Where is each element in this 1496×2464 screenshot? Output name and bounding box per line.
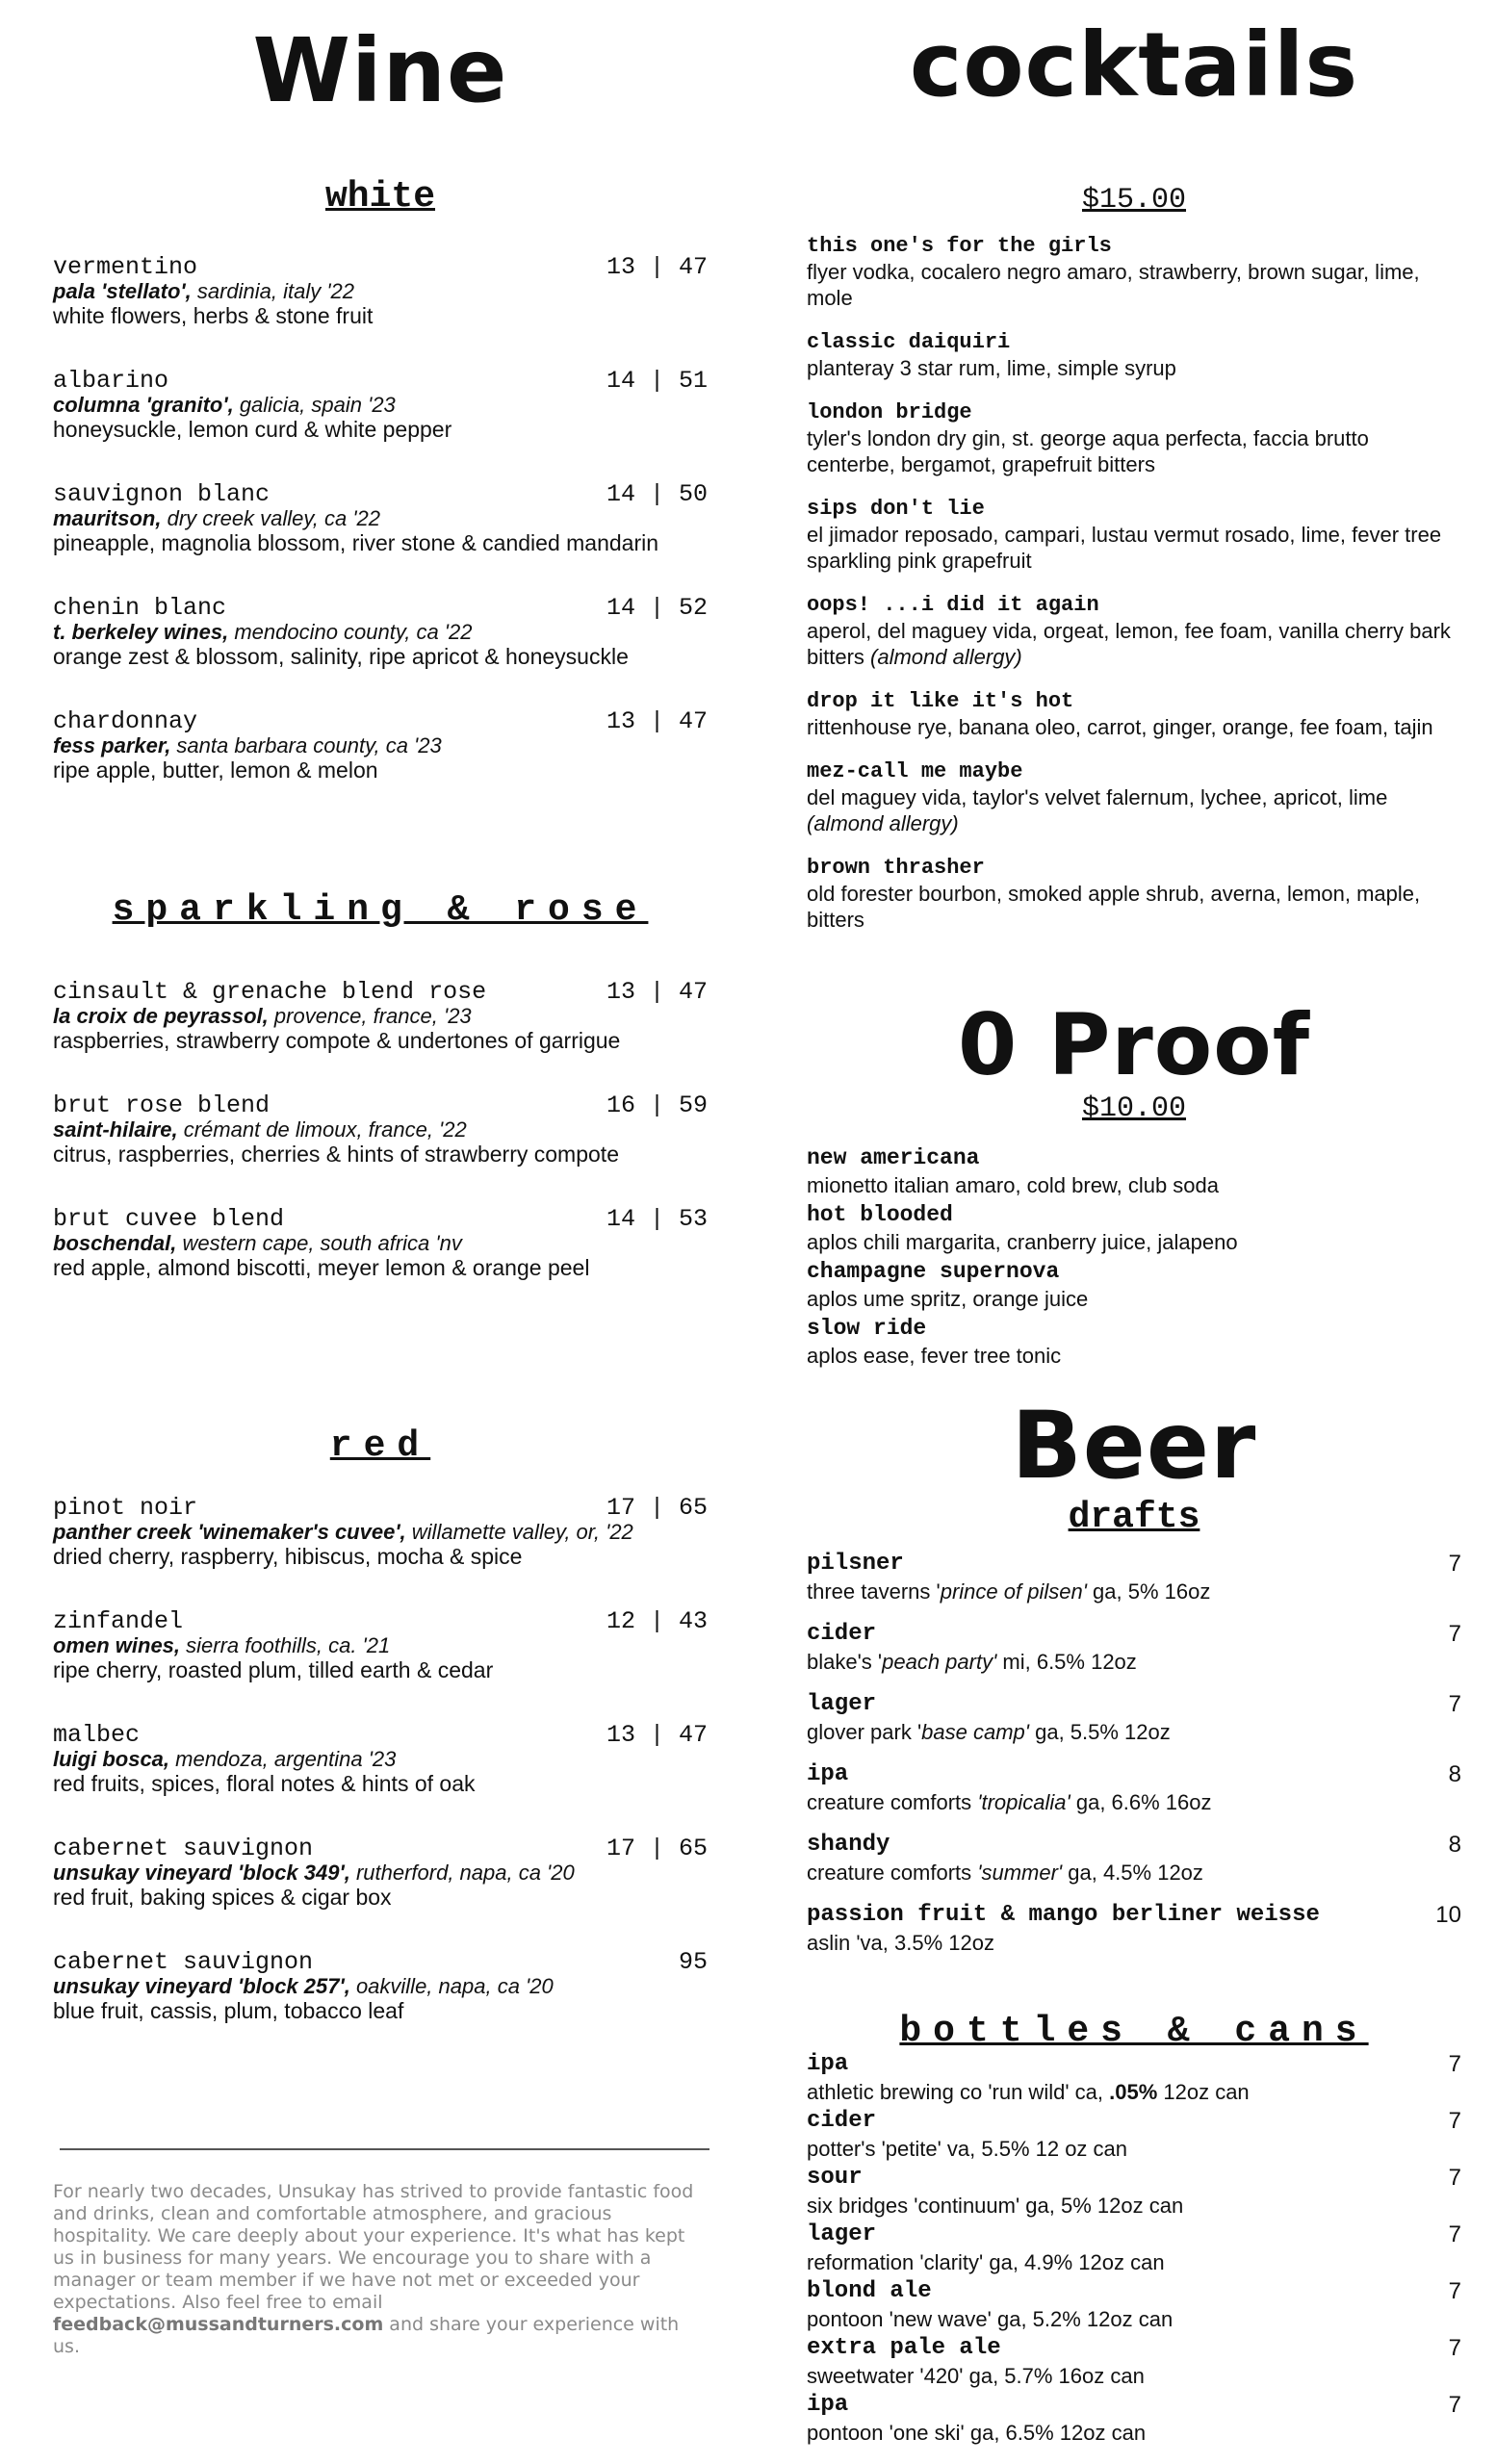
cocktail-description bbox=[807, 522, 1461, 574]
cocktail-item bbox=[807, 689, 1461, 740]
cocktail-item bbox=[807, 400, 1461, 477]
wine-producer-line bbox=[53, 507, 708, 530]
beer-name: pilsner bbox=[807, 1551, 904, 1577]
beer-name: cider bbox=[807, 1621, 877, 1647]
wine-price: 14 | 52 bbox=[606, 594, 708, 622]
wine-item bbox=[53, 596, 708, 669]
beer-details: ga, 6.6% 16oz bbox=[1070, 1790, 1212, 1814]
wine-producer: la croix de peyrassol, bbox=[53, 1004, 269, 1028]
beer-label-name: peach party' bbox=[882, 1650, 997, 1674]
wine-name: malbec bbox=[53, 1721, 141, 1749]
beer-description bbox=[807, 2136, 1449, 2162]
beer-price: 7 bbox=[1448, 1551, 1461, 1577]
wine-producer-line bbox=[53, 1118, 708, 1142]
beer-label-name: 'tropicalia' bbox=[977, 1790, 1070, 1814]
cocktail-item bbox=[807, 856, 1461, 933]
wine-name: chenin blanc bbox=[53, 594, 227, 622]
draft-beer-info bbox=[807, 1550, 1449, 1605]
wine-item-header bbox=[53, 1496, 708, 1521]
cocktail-ingredients: el jimador reposado, campari, lustau vermut rosado, lime, fever tree sparkling pink grapefruit bbox=[807, 523, 1442, 573]
red-heading: red bbox=[329, 1425, 431, 1467]
cocktail-ingredients: aperol, del maguey vida, orgeat, lemon, fee foam, vanilla cherry bark bitters bbox=[807, 619, 1451, 669]
wine-item-header bbox=[53, 1723, 708, 1748]
wine-item-header bbox=[53, 1207, 708, 1232]
bottle-beer-info bbox=[807, 2050, 1449, 2105]
drafts-list bbox=[807, 1550, 1461, 1971]
wine-producer: unsukay vineyard 'block 349', bbox=[53, 1861, 350, 1885]
cocktail-ingredients: planteray 3 star rum, lime, simple syrup bbox=[807, 356, 1176, 380]
wine-producer-line bbox=[53, 1232, 708, 1255]
cocktail-name: brown thrasher bbox=[807, 856, 985, 880]
beer-name: ipa bbox=[807, 2392, 849, 2418]
wine-item bbox=[53, 255, 708, 328]
wine-name: vermentino bbox=[53, 253, 198, 281]
wine-item bbox=[53, 1609, 708, 1682]
beer-name: ipa bbox=[807, 2051, 849, 2077]
zero-proof-item bbox=[807, 1144, 1461, 1199]
zero-proof-item bbox=[807, 1315, 1461, 1370]
wine-name: cinsault & grenache blend rose bbox=[53, 978, 487, 1006]
draft-beer-item bbox=[807, 1760, 1461, 1816]
wine-producer: boschendal, bbox=[53, 1231, 177, 1255]
wine-price: 13 | 47 bbox=[606, 253, 708, 281]
wine-item bbox=[53, 980, 708, 1053]
wine-item-header bbox=[53, 1609, 708, 1634]
beer-brewery: three taverns ' bbox=[807, 1579, 941, 1604]
cocktails-price: $15.00 bbox=[1081, 184, 1187, 217]
cocktail-description bbox=[807, 355, 1461, 381]
sparkling-heading: sparkling & rose bbox=[112, 889, 649, 931]
wine-tasting-notes: ripe apple, butter, lemon & melon bbox=[53, 757, 378, 783]
wine-price: 14 | 50 bbox=[606, 480, 708, 508]
beer-brewery: blake's ' bbox=[807, 1650, 883, 1674]
bottle-beer-item bbox=[807, 2220, 1461, 2275]
wine-item bbox=[53, 1093, 708, 1167]
bottles-list bbox=[807, 2050, 1461, 2448]
wine-price: 13 | 47 bbox=[606, 707, 708, 735]
beer-title: Beer bbox=[1011, 1392, 1257, 1500]
beer-description bbox=[807, 1719, 1449, 1746]
beer-price: 7 bbox=[1448, 2335, 1461, 2361]
wine-item bbox=[53, 1723, 708, 1796]
beer-abv-highlight: .05% bbox=[1109, 2080, 1158, 2104]
beer-details: mi, 6.5% 12oz bbox=[996, 1650, 1137, 1674]
cocktail-name: sips don't lie bbox=[807, 497, 985, 521]
wine-tasting-notes: raspberries, strawberry compote & undertones of garrigue bbox=[53, 1028, 621, 1053]
zero-proof-description: aplos ume spritz, orange juice bbox=[807, 1287, 1089, 1311]
wine-price: 16 | 59 bbox=[606, 1091, 708, 1119]
wine-producer-line bbox=[53, 621, 708, 644]
wine-name: brut rose blend bbox=[53, 1091, 271, 1119]
bottle-beer-info bbox=[807, 2107, 1449, 2162]
wine-item-header bbox=[53, 1093, 708, 1118]
wine-item bbox=[53, 1950, 708, 2023]
wine-region: oakville, napa, ca '20 bbox=[349, 1974, 554, 1998]
zero-proof-item bbox=[807, 1201, 1461, 1256]
wine-item bbox=[53, 709, 708, 783]
beer-name: passion fruit & mango berliner weisse bbox=[807, 1902, 1320, 1928]
cocktail-item bbox=[807, 593, 1461, 670]
wine-producer: mauritson, bbox=[53, 506, 162, 530]
beer-price: 7 bbox=[1448, 2108, 1461, 2134]
wine-item-header bbox=[53, 1836, 708, 1861]
allergy-note: (almond allergy) bbox=[807, 811, 959, 835]
cocktail-item bbox=[807, 759, 1461, 836]
wine-producer: columna 'granito', bbox=[53, 393, 234, 417]
wine-tasting-notes: blue fruit, cassis, plum, tobacco leaf bbox=[53, 1998, 404, 2023]
wine-price: 17 | 65 bbox=[606, 1494, 708, 1522]
wine-name: zinfandel bbox=[53, 1607, 184, 1635]
zero-proof-name: hot blooded bbox=[807, 1202, 953, 1227]
wine-producer: omen wines, bbox=[53, 1633, 181, 1657]
beer-brewery: creature comforts bbox=[807, 1861, 978, 1885]
wine-producer: saint-hilaire, bbox=[53, 1117, 178, 1142]
wine-producer-line bbox=[53, 394, 708, 417]
wine-tasting-notes: orange zest & blossom, salinity, ripe apricot & honeysuckle bbox=[53, 644, 629, 669]
wine-price: 13 | 47 bbox=[606, 978, 708, 1006]
draft-beer-info bbox=[807, 1831, 1449, 1886]
wine-price: 14 | 51 bbox=[606, 367, 708, 395]
beer-description bbox=[807, 2306, 1449, 2332]
beer-name: cider bbox=[807, 2108, 877, 2134]
wine-producer-line bbox=[53, 1005, 708, 1028]
beer-name: ipa bbox=[807, 1761, 849, 1787]
cocktail-name: drop it like it's hot bbox=[807, 689, 1074, 713]
beer-details: ga, 5% 16oz bbox=[1086, 1579, 1211, 1604]
bottle-beer-item bbox=[807, 2050, 1461, 2105]
beer-price: 8 bbox=[1448, 1761, 1461, 1787]
wine-tasting-notes: white flowers, herbs & stone fruit bbox=[53, 303, 374, 328]
wine-tasting-notes: dried cherry, raspberry, hibiscus, mocha & spice bbox=[53, 1544, 523, 1569]
wine-producer-line bbox=[53, 1861, 708, 1885]
beer-description bbox=[807, 1578, 1449, 1605]
beer-price: 7 bbox=[1448, 2165, 1461, 2191]
beer-price: 7 bbox=[1448, 2392, 1461, 2418]
wine-region: mendoza, argentina '23 bbox=[169, 1747, 397, 1771]
beer-description bbox=[807, 2363, 1449, 2389]
white-list bbox=[53, 255, 708, 823]
bottle-beer-info bbox=[807, 2391, 1449, 2446]
wine-producer: unsukay vineyard 'block 257', bbox=[53, 1974, 350, 1998]
cocktail-list bbox=[807, 234, 1461, 952]
beer-brewery: glover park ' bbox=[807, 1720, 922, 1744]
wine-price: 14 | 53 bbox=[606, 1205, 708, 1233]
wine-region: sierra foothills, ca. '21 bbox=[180, 1633, 391, 1657]
wine-tasting-notes: ripe cherry, roasted plum, tilled earth & cedar bbox=[53, 1657, 494, 1682]
beer-details: 12oz can bbox=[1157, 2080, 1250, 2104]
draft-beer-info bbox=[807, 1620, 1449, 1676]
wine-region: sardinia, italy '22 bbox=[191, 279, 355, 303]
wine-producer: pala 'stellato', bbox=[53, 279, 192, 303]
wine-price: 17 | 65 bbox=[606, 1835, 708, 1862]
wine-tasting-notes: red fruits, spices, floral notes & hints of oak bbox=[53, 1771, 476, 1796]
beer-name: lager bbox=[807, 1691, 877, 1717]
wine-producer-line bbox=[53, 1748, 708, 1771]
beer-brewery: aslin 'va, 3.5% 12oz bbox=[807, 1931, 994, 1955]
bottle-beer-item bbox=[807, 2334, 1461, 2389]
cocktail-description bbox=[807, 784, 1461, 836]
footer-divider bbox=[60, 2148, 709, 2150]
cocktail-item bbox=[807, 330, 1461, 381]
beer-description bbox=[807, 2079, 1449, 2105]
wine-item-header bbox=[53, 482, 708, 507]
beer-description bbox=[807, 1860, 1449, 1886]
beer-details: ga, 5.5% 12oz bbox=[1028, 1720, 1171, 1744]
wine-name: cabernet sauvignon bbox=[53, 1835, 314, 1862]
wine-item-header bbox=[53, 709, 708, 734]
bottle-beer-info bbox=[807, 2334, 1449, 2389]
beer-brewery: athletic brewing co 'run wild' ca, bbox=[807, 2080, 1110, 2104]
zero-proof-item bbox=[807, 1258, 1461, 1313]
beer-description bbox=[807, 2249, 1449, 2275]
allergy-note: (almond allergy) bbox=[870, 645, 1022, 669]
wine-region: mendocino county, ca '22 bbox=[228, 620, 473, 644]
wine-title: Wine bbox=[252, 19, 508, 122]
wine-region: dry creek valley, ca '22 bbox=[161, 506, 381, 530]
beer-brewery: pontoon 'one ski' ga, 6.5% 12oz can bbox=[807, 2421, 1147, 2445]
wine-region: galicia, spain '23 bbox=[233, 393, 396, 417]
draft-beer-info bbox=[807, 1760, 1449, 1816]
bottle-beer-item bbox=[807, 2107, 1461, 2162]
draft-beer-item bbox=[807, 1690, 1461, 1746]
wine-item bbox=[53, 1496, 708, 1569]
draft-beer-info bbox=[807, 1690, 1449, 1746]
bottle-beer-item bbox=[807, 2277, 1461, 2332]
cocktail-description bbox=[807, 259, 1461, 311]
cocktail-ingredients: del maguey vida, taylor's velvet falernum, lychee, apricot, lime bbox=[807, 785, 1388, 809]
wine-name: brut cuvee blend bbox=[53, 1205, 285, 1233]
beer-price: 7 bbox=[1448, 1621, 1461, 1647]
beer-brewery: pontoon 'new wave' ga, 5.2% 12oz can bbox=[807, 2307, 1174, 2331]
draft-beer-item bbox=[807, 1550, 1461, 1605]
wine-item-header bbox=[53, 369, 708, 394]
cocktail-description bbox=[807, 425, 1461, 477]
wine-region: rutherford, napa, ca '20 bbox=[349, 1861, 575, 1885]
wine-tasting-notes: honeysuckle, lemon curd & white pepper bbox=[53, 417, 452, 442]
beer-description bbox=[807, 1649, 1449, 1676]
wine-price: 13 | 47 bbox=[606, 1721, 708, 1749]
wine-name: sauvignon blanc bbox=[53, 480, 271, 508]
draft-beer-item bbox=[807, 1620, 1461, 1676]
wine-item-header bbox=[53, 1950, 708, 1975]
beer-price: 7 bbox=[1448, 2278, 1461, 2304]
bottles-heading: bottles & cans bbox=[899, 2011, 1369, 2052]
bottle-beer-item bbox=[807, 2391, 1461, 2446]
beer-brewery: reformation 'clarity' ga, 4.9% 12oz can bbox=[807, 2250, 1165, 2274]
red-list bbox=[53, 1496, 708, 2064]
beer-label-name: prince of pilsen' bbox=[940, 1579, 1087, 1604]
cocktails-title: cocktails bbox=[909, 13, 1359, 116]
footer-text-1: For nearly two decades, Unsukay has strived to provide fantastic food and drinks, clean and comfortable atmosphere, and gracious hospitality. We care deeply about your experience. It's what has kept us in business for many years. We encourage you to share with a manager or team member if we have not met or exceeded your expectations. Also feel free to email bbox=[53, 2181, 694, 2313]
beer-label-name: base camp' bbox=[921, 1720, 1029, 1744]
beer-name: sour bbox=[807, 2165, 863, 2191]
wine-tasting-notes: red apple, almond biscotti, meyer lemon & orange peel bbox=[53, 1255, 590, 1280]
beer-brewery: six bridges 'continuum' ga, 5% 12oz can bbox=[807, 2194, 1184, 2218]
beer-description bbox=[807, 1930, 1435, 1957]
zero-proof-name: champagne supernova bbox=[807, 1259, 1060, 1284]
wine-item bbox=[53, 1207, 708, 1280]
cocktail-name: mez-call me maybe bbox=[807, 759, 1023, 783]
wine-name: albarino bbox=[53, 367, 169, 395]
wine-producer: panther creek 'winemaker's cuvee', bbox=[53, 1520, 406, 1544]
bottle-beer-item bbox=[807, 2164, 1461, 2219]
beer-description bbox=[807, 2193, 1449, 2219]
wine-region: willamette valley, or, '22 bbox=[405, 1520, 633, 1544]
zero-proof-description: aplos chili margarita, cranberry juice, jalapeno bbox=[807, 1230, 1238, 1254]
wine-producer: t. berkeley wines, bbox=[53, 620, 229, 644]
wine-item bbox=[53, 369, 708, 442]
zero-proof-list bbox=[807, 1144, 1461, 1372]
feedback-email-link[interactable]: feedback@mussandturners.com bbox=[53, 2314, 384, 2335]
cocktail-ingredients: old forester bourbon, smoked apple shrub, averna, lemon, maple, bitters bbox=[807, 882, 1421, 932]
wine-price: 12 | 43 bbox=[606, 1607, 708, 1635]
wine-tasting-notes: citrus, raspberries, cherries & hints of strawberry compote bbox=[53, 1142, 619, 1167]
wine-producer-line bbox=[53, 1521, 708, 1544]
wine-producer-line bbox=[53, 734, 708, 757]
beer-description bbox=[807, 2420, 1449, 2446]
zero-proof-name: slow ride bbox=[807, 1316, 927, 1341]
wine-producer-line bbox=[53, 280, 708, 303]
cocktail-name: this one's for the girls bbox=[807, 234, 1112, 258]
wine-region: provence, france, '23 bbox=[268, 1004, 472, 1028]
wine-region: santa barbara county, ca '23 bbox=[170, 733, 442, 757]
bottle-beer-info bbox=[807, 2164, 1449, 2219]
beer-brewery: sweetwater '420' ga, 5.7% 16oz can bbox=[807, 2364, 1145, 2388]
bottle-beer-info bbox=[807, 2277, 1449, 2332]
footer-text-2: and share your experience with us. bbox=[53, 2314, 680, 2357]
cocktail-name: oops! ...i did it again bbox=[807, 593, 1099, 617]
cocktail-ingredients: tyler's london dry gin, st. george aqua perfecta, faccia brutto centerbe, bergamot, grapefruit bitters bbox=[807, 426, 1369, 476]
beer-name: blond ale bbox=[807, 2278, 932, 2304]
bottle-beer-info bbox=[807, 2220, 1449, 2275]
beer-name: extra pale ale bbox=[807, 2335, 1001, 2361]
cocktail-item bbox=[807, 234, 1461, 311]
draft-beer-item bbox=[807, 1831, 1461, 1886]
wine-region: crémant de limoux, france, '22 bbox=[177, 1117, 467, 1142]
cocktail-ingredients: flyer vodka, cocalero negro amaro, strawberry, brown sugar, lime, mole bbox=[807, 260, 1420, 310]
footer-note bbox=[53, 2181, 708, 2358]
wine-producer: luigi bosca, bbox=[53, 1747, 170, 1771]
wine-item bbox=[53, 1836, 708, 1910]
zero-proof-price: $10.00 bbox=[1081, 1092, 1187, 1125]
wine-region: western cape, south africa 'nv bbox=[176, 1231, 462, 1255]
wine-name: pinot noir bbox=[53, 1494, 198, 1522]
beer-description bbox=[807, 1789, 1449, 1816]
beer-price: 8 bbox=[1448, 1832, 1461, 1858]
beer-brewery: creature comforts bbox=[807, 1790, 978, 1814]
cocktail-description bbox=[807, 714, 1461, 740]
beer-name: lager bbox=[807, 2221, 877, 2247]
white-heading: white bbox=[324, 176, 436, 218]
wine-item-header bbox=[53, 255, 708, 280]
zero-proof-title: 0 Proof bbox=[958, 995, 1310, 1094]
beer-price: 7 bbox=[1448, 2051, 1461, 2077]
beer-brewery: potter's 'petite' va, 5.5% 12 oz can bbox=[807, 2137, 1128, 2161]
cocktail-description bbox=[807, 618, 1461, 670]
zero-proof-name: new americana bbox=[807, 1145, 980, 1170]
cocktail-ingredients: rittenhouse rye, banana oleo, carrot, ginger, orange, fee foam, tajin bbox=[807, 715, 1433, 739]
wine-producer-line bbox=[53, 1634, 708, 1657]
beer-price: 7 bbox=[1448, 1691, 1461, 1717]
cocktail-description bbox=[807, 881, 1461, 933]
cocktail-name: london bridge bbox=[807, 400, 972, 424]
wine-tasting-notes: pineapple, magnolia blossom, river stone & candied mandarin bbox=[53, 530, 659, 555]
wine-producer: fess parker, bbox=[53, 733, 171, 757]
wine-item-header bbox=[53, 980, 708, 1005]
wine-item bbox=[53, 482, 708, 555]
wine-item-header bbox=[53, 596, 708, 621]
zero-proof-description: aplos ease, fever tree tonic bbox=[807, 1344, 1062, 1368]
draft-beer-info bbox=[807, 1901, 1435, 1957]
draft-beer-item bbox=[807, 1901, 1461, 1957]
beer-details: ga, 4.5% 12oz bbox=[1062, 1861, 1203, 1885]
wine-name: cabernet sauvignon bbox=[53, 1948, 314, 1976]
beer-label-name: 'summer' bbox=[977, 1861, 1063, 1885]
cocktail-item bbox=[807, 497, 1461, 574]
sparkling-list bbox=[53, 980, 708, 1321]
wine-producer-line bbox=[53, 1975, 708, 1998]
wine-name: chardonnay bbox=[53, 707, 198, 735]
zero-proof-description: mionetto italian amaro, cold brew, club soda bbox=[807, 1173, 1220, 1197]
beer-price: 10 bbox=[1435, 1902, 1461, 1928]
beer-name: shandy bbox=[807, 1832, 890, 1858]
beer-price: 7 bbox=[1448, 2221, 1461, 2247]
cocktail-name: classic daiquiri bbox=[807, 330, 1011, 354]
wine-price: 95 bbox=[678, 1948, 708, 1976]
drafts-heading: drafts bbox=[1068, 1497, 1200, 1538]
wine-tasting-notes: red fruit, baking spices & cigar box bbox=[53, 1885, 392, 1910]
